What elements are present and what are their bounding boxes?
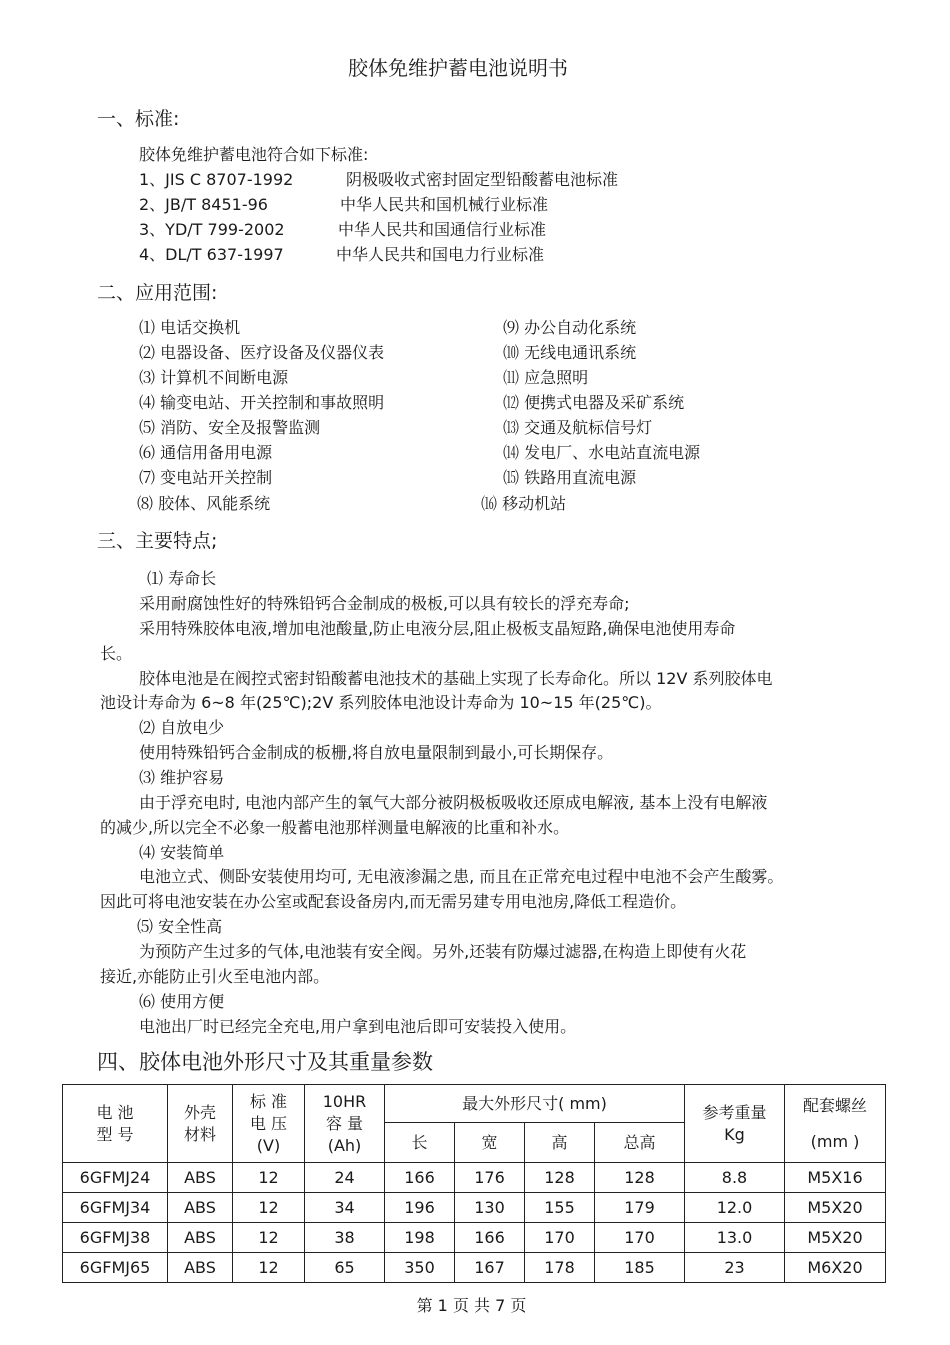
feature-text: 电池立式、侧卧安装使用均可, 无电液渗漏之患, 而且在正常充电过程中电池不会产生酸雾。 [139, 867, 784, 886]
application-item: ⒃ 移动机站 [481, 494, 567, 513]
battery-spec-table [62, 1084, 886, 1283]
standard-desc: 中华人民共和国电力行业标准 [336, 245, 545, 264]
feature-text: 采用耐腐蚀性好的特殊铅钙合金制成的极板,可以具有较长的浮充寿命; [139, 594, 630, 613]
header-width: 宽 [455, 1123, 525, 1163]
cell-model: 6GFMJ34 [63, 1193, 168, 1223]
cell-total-height: 179 [595, 1193, 685, 1223]
standard-desc: 阴极吸收式密封固定型铅酸蓄电池标准 [346, 170, 619, 189]
feature-title: ⑷ 安装简单 [139, 843, 225, 862]
cell-width: 130 [455, 1193, 525, 1223]
standard-code: 4、DL/T 637-1997 [139, 245, 284, 264]
cell-weight: 8.8 [685, 1163, 785, 1193]
header-length: 长 [385, 1123, 455, 1163]
cell-length: 166 [385, 1163, 455, 1193]
section-heading-applications: 二、应用范围: [97, 282, 218, 304]
cell-weight: 23 [685, 1253, 785, 1283]
standard-code: 3、YD/T 799-2002 [139, 220, 285, 239]
header-model: 电 池 型 号 [63, 1085, 168, 1163]
cell-shell: ABS [168, 1193, 233, 1223]
cell-capacity: 34 [305, 1193, 385, 1223]
cell-voltage: 12 [233, 1163, 305, 1193]
page-footer: 第 1 页 共 7 页 [416, 1296, 527, 1315]
cell-total-height: 128 [595, 1163, 685, 1193]
header-height: 高 [525, 1123, 595, 1163]
application-item: ⒁ 发电厂、水电站直流电源 [503, 443, 701, 462]
application-item: ⑼ 办公自动化系统 [503, 318, 637, 337]
cell-model: 6GFMJ38 [63, 1223, 168, 1253]
standards-intro: 胶体免维护蓄电池符合如下标准: [139, 145, 369, 164]
application-item: ⑺ 变电站开关控制 [139, 468, 273, 487]
cell-width: 167 [455, 1253, 525, 1283]
application-item: ⑻ 胶体、风能系统 [137, 494, 271, 513]
header-total-height: 总高 [595, 1123, 685, 1163]
feature-text: 接近,亦能防止引火至电池内部。 [100, 967, 330, 986]
cell-shell: ABS [168, 1163, 233, 1193]
cell-shell: ABS [168, 1253, 233, 1283]
cell-total-height: 170 [595, 1223, 685, 1253]
cell-model: 6GFMJ24 [63, 1163, 168, 1193]
cell-height: 155 [525, 1193, 595, 1223]
application-item: ⑴ 电话交换机 [139, 318, 241, 337]
cell-width: 176 [455, 1163, 525, 1193]
cell-screw: M5X16 [785, 1163, 886, 1193]
standard-code: 2、JB/T 8451-96 [139, 195, 268, 214]
feature-text: 采用特殊胶体电液,增加电池酸量,防止电液分层,阻止极板支晶短路,确保电池使用寿命 [139, 619, 736, 638]
cell-screw: M5X20 [785, 1223, 886, 1253]
application-item: ⑿ 便携式电器及采矿系统 [503, 393, 685, 412]
application-item: ⑹ 通信用备用电源 [139, 443, 273, 462]
table-row [63, 1253, 886, 1283]
application-item: ⒀ 交通及航标信号灯 [503, 418, 653, 437]
table-row [63, 1223, 886, 1253]
standard-desc: 中华人民共和国机械行业标准 [340, 195, 549, 214]
feature-title: ⑴ 寿命长 [147, 569, 217, 588]
cell-voltage: 12 [233, 1193, 305, 1223]
header-dimensions: 最大外形尺寸( mm) [385, 1085, 685, 1123]
feature-text: 使用特殊铅钙合金制成的板栅,将自放电量限制到最小,可长期保存。 [139, 743, 614, 762]
cell-voltage: 12 [233, 1253, 305, 1283]
cell-weight: 12.0 [685, 1193, 785, 1223]
application-item: ⑾ 应急照明 [503, 368, 589, 387]
cell-width: 166 [455, 1223, 525, 1253]
feature-text: 因此可将电池安装在办公室或配套设备房内,而无需另建专用电池房,降低工程造价。 [100, 892, 687, 911]
application-item: ⑵ 电器设备、医疗设备及仪器仪表 [139, 343, 385, 362]
cell-capacity: 24 [305, 1163, 385, 1193]
document-title: 胶体免维护蓄电池说明书 [348, 56, 568, 80]
cell-capacity: 65 [305, 1253, 385, 1283]
cell-height: 128 [525, 1163, 595, 1193]
table-row [63, 1163, 886, 1193]
cell-length: 198 [385, 1223, 455, 1253]
feature-title: ⑶ 维护容易 [139, 768, 225, 787]
section-heading-standards: 一、标准: [97, 108, 180, 130]
cell-model: 6GFMJ65 [63, 1253, 168, 1283]
header-weight: 参考重量 Kg [685, 1085, 785, 1163]
header-shell: 外壳 材料 [168, 1085, 233, 1163]
application-item: ⑷ 输变电站、开关控制和事故照明 [139, 393, 385, 412]
cell-length: 196 [385, 1193, 455, 1223]
feature-title: ⑵ 自放电少 [139, 718, 225, 737]
cell-height: 170 [525, 1223, 595, 1253]
feature-text: 为预防产生过多的气体,电池装有安全阀。另外,还装有防爆过滤器,在构造上即使有火花 [139, 942, 747, 961]
application-item: ⒂ 铁路用直流电源 [503, 468, 637, 487]
cell-screw: M6X20 [785, 1253, 886, 1283]
header-capacity: 10HR 容 量 (Ah) [305, 1085, 385, 1163]
table-row [63, 1193, 886, 1223]
section-heading-dimensions: 四、胶体电池外形尺寸及其重量参数 [97, 1050, 433, 1074]
feature-text: 由于浮充电时, 电池内部产生的氧气大部分被阴极板吸收还原成电解液, 基本上没有电解液 [139, 793, 768, 812]
header-voltage: 标 准 电 压 (V) [233, 1085, 305, 1163]
application-item: ⑶ 计算机不间断电源 [139, 368, 289, 387]
standard-code: 1、JIS C 8707-1992 [139, 170, 294, 189]
application-item: ⑽ 无线电通讯系统 [503, 343, 637, 362]
cell-height: 178 [525, 1253, 595, 1283]
feature-text: 池设计寿命为 6~8 年(25℃);2V 系列胶体电池设计寿命为 10~15 年(25℃)。 [100, 693, 662, 712]
cell-shell: ABS [168, 1223, 233, 1253]
cell-capacity: 38 [305, 1223, 385, 1253]
feature-text: 的减少,所以完全不必象一般蓄电池那样测量电解液的比重和补水。 [100, 818, 570, 837]
cell-screw: M5X20 [785, 1193, 886, 1223]
application-item: ⑸ 消防、安全及报警监测 [139, 418, 321, 437]
feature-title: ⑹ 使用方便 [139, 992, 225, 1011]
section-heading-features: 三、主要特点; [97, 530, 218, 552]
standard-desc: 中华人民共和国通信行业标准 [338, 220, 547, 239]
feature-title: ⑸ 安全性高 [137, 917, 223, 936]
feature-text: 电池出厂时已经完全充电,用户拿到电池后即可安装投入使用。 [139, 1017, 577, 1036]
feature-text: 长。 [100, 644, 133, 663]
cell-total-height: 185 [595, 1253, 685, 1283]
cell-weight: 13.0 [685, 1223, 785, 1253]
feature-text: 胶体电池是在阀控式密封铅酸蓄电池技术的基础上实现了长寿命化。所以 12V 系列胶体电 [139, 669, 773, 688]
header-screw: 配套螺丝 (mm ) [785, 1085, 886, 1163]
cell-length: 350 [385, 1253, 455, 1283]
cell-voltage: 12 [233, 1223, 305, 1253]
